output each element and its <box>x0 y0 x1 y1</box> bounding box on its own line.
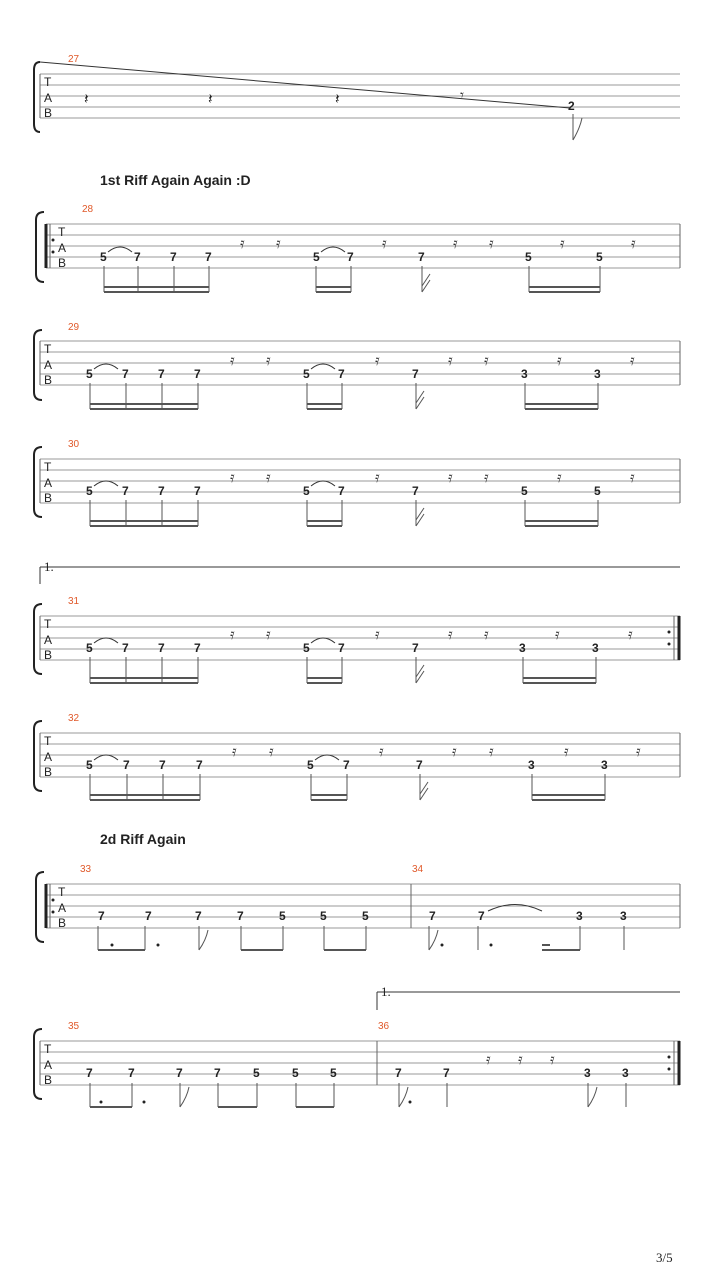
fret: 7 <box>395 1066 402 1080</box>
fret: 7 <box>418 250 425 264</box>
measure-number-33: 33 <box>80 864 92 875</box>
volta-bracket-1 <box>40 559 680 584</box>
sixteenth-rest: 𝄿 <box>489 234 494 252</box>
fret: 3 <box>519 641 526 655</box>
sixteenth-rest: 𝄿 <box>266 351 271 369</box>
fret: 3 <box>601 758 608 772</box>
fret: 7 <box>195 909 202 923</box>
sixteenth-rest: 𝄿 <box>240 234 245 252</box>
sixteenth-rest: 𝄿 <box>631 234 636 252</box>
fret: 7 <box>86 1066 93 1080</box>
fret: 7 <box>343 758 350 772</box>
quarter-rest-2: 𝄽 <box>208 90 213 108</box>
fret: 7 <box>347 250 354 264</box>
sixteenth-rest: 𝄿 <box>628 625 633 643</box>
tab-letter-b: B <box>44 106 53 120</box>
sixteenth-rest: 𝄿 <box>630 468 635 486</box>
fret: 7 <box>194 484 201 498</box>
fret: 7 <box>122 484 129 498</box>
fret: 5 <box>303 367 310 381</box>
fret: 5 <box>330 1066 337 1080</box>
fret: 5 <box>320 909 327 923</box>
system-measures-33-34 <box>36 864 680 950</box>
sixteenth-rest: 𝄿 <box>564 742 569 760</box>
tab-letter-t: T <box>44 342 52 356</box>
fret: 3 <box>620 909 627 923</box>
sixteenth-rest: 𝄿 <box>560 234 565 252</box>
sixteenth-rest: 𝄿 <box>557 468 562 486</box>
tab-letter-t: T <box>44 1042 52 1056</box>
tab-letter-b: B <box>58 256 67 270</box>
section-heading-riff1: 1st Riff Again Again :D <box>100 172 251 188</box>
fret: 7 <box>429 909 436 923</box>
tab-letter-t: T <box>58 885 66 899</box>
sixteenth-rest: 𝄿 <box>484 625 489 643</box>
sixteenth-rest: 𝄿 <box>375 468 380 486</box>
fret: 5 <box>86 641 93 655</box>
system-measure-31 <box>34 596 680 683</box>
fret: 7 <box>145 909 152 923</box>
measure-number-35: 35 <box>68 1021 80 1032</box>
sixteenth-rest: 𝄿 <box>453 234 458 252</box>
fret-last: 2 <box>568 99 575 113</box>
tab-letter-a: A <box>58 241 67 255</box>
sixteenth-rest: 𝄿 <box>557 351 562 369</box>
tab-letter-t: T <box>44 460 52 474</box>
fret: 7 <box>214 1066 221 1080</box>
fret: 7 <box>412 484 419 498</box>
sixteenth-rest: 𝄿 <box>230 625 235 643</box>
sixteenth-rest: 𝄿 <box>636 742 641 760</box>
measure-number-27: 27 <box>68 54 80 65</box>
fret: 7 <box>158 484 165 498</box>
volta-bracket-2 <box>377 984 680 1010</box>
fret: 3 <box>592 641 599 655</box>
fret: 7 <box>128 1066 135 1080</box>
tab-letter-t: T <box>58 225 66 239</box>
system-measures-35-36 <box>34 1021 680 1107</box>
sixteenth-rest: 𝄿 <box>518 1050 523 1068</box>
tab-letter-a: A <box>58 901 67 915</box>
page-number: 3/5 <box>656 1250 673 1265</box>
fret: 5 <box>86 758 93 772</box>
tab-letter-b: B <box>44 1073 53 1087</box>
sixteenth-rest: 𝄿 <box>452 742 457 760</box>
fret: 5 <box>525 250 532 264</box>
fret: 3 <box>528 758 535 772</box>
tab-letter-b: B <box>58 916 67 930</box>
fret: 7 <box>338 641 345 655</box>
fret: 3 <box>584 1066 591 1080</box>
measure-number-29: 29 <box>68 322 80 333</box>
measure-number-28: 28 <box>82 204 94 215</box>
fret: 7 <box>98 909 105 923</box>
sixteenth-rest: 𝄿 <box>484 351 489 369</box>
fret: 7 <box>416 758 423 772</box>
fret: 7 <box>176 1066 183 1080</box>
fret: 5 <box>86 367 93 381</box>
tab-letter-a: A <box>44 750 53 764</box>
sixteenth-rest: 𝄿 <box>484 468 489 486</box>
fret: 7 <box>338 367 345 381</box>
fret: 7 <box>134 250 141 264</box>
tab-letter-a: A <box>44 633 53 647</box>
measure-number-34: 34 <box>412 864 424 875</box>
quarter-rest-1: 𝄽 <box>84 90 89 108</box>
volta-label: 1. <box>381 984 391 999</box>
tab-letter-b: B <box>44 765 53 779</box>
system-measure-30 <box>34 439 680 526</box>
sixteenth-rest: 𝄿 <box>489 742 494 760</box>
fret: 5 <box>521 484 528 498</box>
sixteenth-rest: 𝄿 <box>382 234 387 252</box>
fret: 3 <box>521 367 528 381</box>
fret: 7 <box>123 758 130 772</box>
fret: 5 <box>86 484 93 498</box>
system-measure-27 <box>34 54 680 140</box>
fret: 5 <box>279 909 286 923</box>
sixteenth-rest: 𝄿 <box>276 234 281 252</box>
fret: 5 <box>313 250 320 264</box>
tab-letter-b: B <box>44 648 53 662</box>
fret: 7 <box>205 250 212 264</box>
fret: 7 <box>122 641 129 655</box>
fret: 5 <box>253 1066 260 1080</box>
tab-letter-t: T <box>44 734 52 748</box>
system-measure-28 <box>36 204 680 292</box>
sixteenth-rest: 𝄿 <box>448 625 453 643</box>
fret: 7 <box>478 909 485 923</box>
measure-number-36: 36 <box>378 1021 390 1032</box>
fret: 7 <box>237 909 244 923</box>
sixteenth-rest: 𝄿 <box>266 468 271 486</box>
sixteenth-rest: 𝄿 <box>630 351 635 369</box>
measure-number-32: 32 <box>68 713 80 724</box>
sixteenth-rest: 𝄿 <box>550 1050 555 1068</box>
tab-letter-b: B <box>44 491 53 505</box>
sixteenth-rest: 𝄿 <box>230 468 235 486</box>
fret: 7 <box>196 758 203 772</box>
fret: 3 <box>622 1066 629 1080</box>
tab-letter-a: A <box>44 91 53 105</box>
fret: 7 <box>170 250 177 264</box>
fret: 7 <box>412 641 419 655</box>
measure-number-31: 31 <box>68 596 80 607</box>
fret: 7 <box>338 484 345 498</box>
sixteenth-rest: 𝄿 <box>375 351 380 369</box>
sixteenth-rest: 𝄿 <box>266 625 271 643</box>
fret: 5 <box>303 484 310 498</box>
fret: 7 <box>194 367 201 381</box>
volta-label: 1. <box>44 559 54 574</box>
tab-letter-b: B <box>44 373 53 387</box>
sixteenth-rest: 𝄿 <box>555 625 560 643</box>
fret: 5 <box>100 250 107 264</box>
section-heading-riff2: 2d Riff Again <box>100 831 186 847</box>
fret: 5 <box>292 1066 299 1080</box>
tab-letter-a: A <box>44 358 53 372</box>
sixteenth-rest: 𝄿 <box>448 351 453 369</box>
sixteenth-rest: 𝄿 <box>375 625 380 643</box>
tab-letter-a: A <box>44 476 53 490</box>
fret: 7 <box>158 367 165 381</box>
fret: 7 <box>159 758 166 772</box>
fret: 7 <box>122 367 129 381</box>
sixteenth-rest: 𝄿 <box>230 351 235 369</box>
sixteenth-rest: 𝄿 <box>486 1050 491 1068</box>
tab-letter-t: T <box>44 617 52 631</box>
quarter-rest-3: 𝄽 <box>335 90 340 108</box>
eighth-rest: 𝄾 <box>460 86 464 104</box>
sixteenth-rest: 𝄿 <box>269 742 274 760</box>
system-measure-29 <box>34 322 680 409</box>
fret: 5 <box>362 909 369 923</box>
system-measure-32 <box>34 713 680 800</box>
fret: 5 <box>307 758 314 772</box>
fret: 7 <box>412 367 419 381</box>
fret: 3 <box>576 909 583 923</box>
sixteenth-rest: 𝄿 <box>379 742 384 760</box>
sixteenth-rest: 𝄿 <box>448 468 453 486</box>
fret: 5 <box>596 250 603 264</box>
fret: 7 <box>194 641 201 655</box>
sixteenth-rest: 𝄿 <box>232 742 237 760</box>
fret: 7 <box>158 641 165 655</box>
fret: 5 <box>303 641 310 655</box>
tab-letter-a: A <box>44 1058 53 1072</box>
fret: 3 <box>594 367 601 381</box>
fret: 5 <box>594 484 601 498</box>
measure-number-30: 30 <box>68 439 80 450</box>
fret: 7 <box>443 1066 450 1080</box>
tab-letter-t: T <box>44 75 52 89</box>
